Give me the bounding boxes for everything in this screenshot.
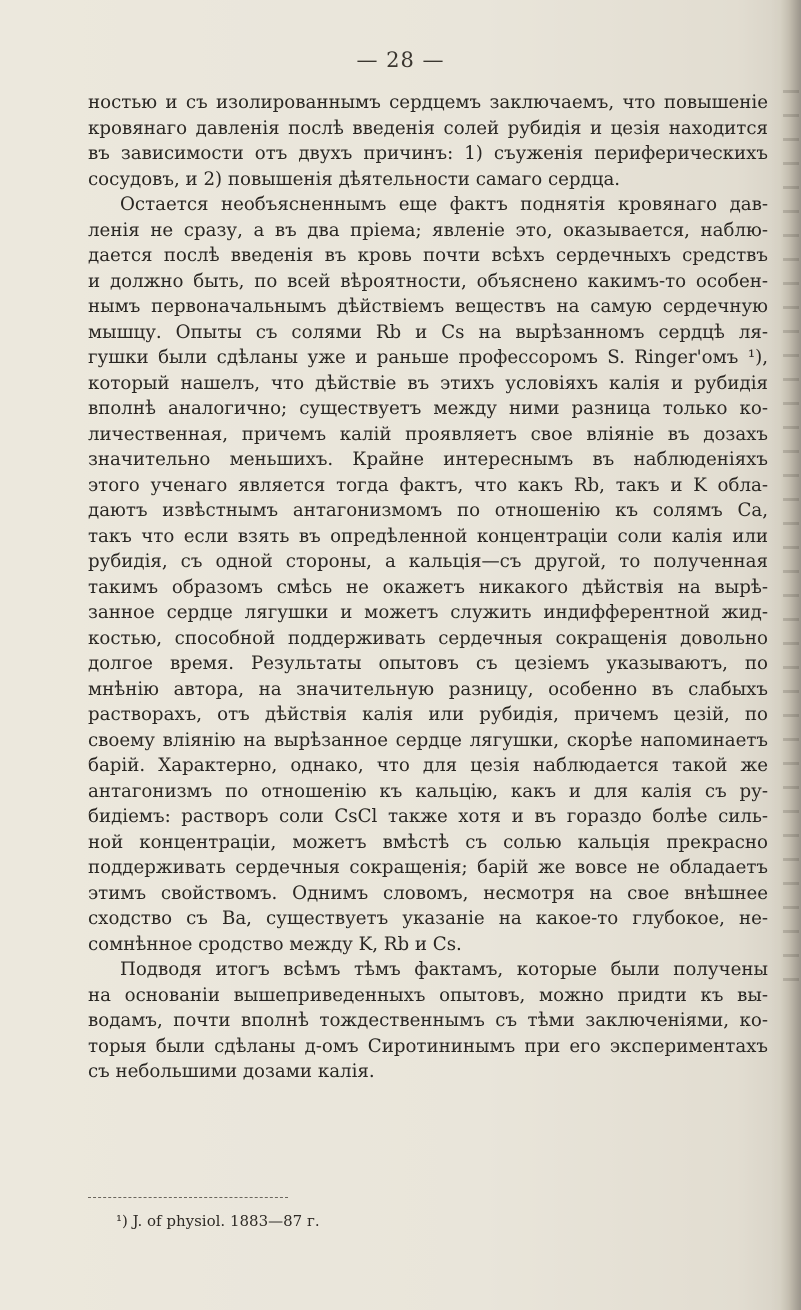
- text-line: растворахъ, отъ дѣйствія калія или рубидія, причемъ цезій, по: [88, 704, 768, 725]
- text-line: Подводя итогъ всѣмъ тѣмъ фактамъ, которые были получены: [120, 959, 768, 980]
- text-line: такимъ образомъ смѣсь не окажетъ никакого дѣйствія на вырѣ-: [88, 576, 768, 598]
- text-line: бидіемъ: растворъ соли CsCl также хотя и въ гораздо болѣе силь-: [88, 806, 768, 827]
- text-line: личественная, причемъ калій проявляетъ свое вліяніе въ дозахъ: [88, 423, 768, 445]
- text-line: сомнѣнное сродство между K, Rb и Cs.: [88, 933, 462, 955]
- text-line: ленія не сразу, а въ два пріема; явленіе это, оказывается, наблю-: [88, 219, 768, 241]
- text-line: этого ученаго является тогда фактъ, что какъ Rb, такъ и K обла-: [88, 474, 768, 496]
- footnote-divider: [88, 1197, 288, 1198]
- text-line: въ зависимости отъ двухъ причинъ: 1) съуженія периферическихъ: [88, 143, 768, 164]
- text-line: съ небольшими дозами калія.: [88, 1061, 375, 1082]
- text-line: костью, способной поддерживать сердечныя сокращенія довольно: [88, 627, 768, 649]
- body-text: [88, 90, 768, 1085]
- text-line: своему вліянію на вырѣзанное сердце лягушки, скорѣе напоминаетъ: [88, 729, 768, 751]
- text-line: вполнѣ аналогично; существуетъ между ними разница только ко-: [88, 398, 768, 419]
- text-line: мышцу. Опыты съ солями Rb и Cs на вырѣзанномъ сердцѣ ля-: [88, 321, 768, 343]
- text-line: ной концентраціи, можетъ вмѣстѣ съ солью кальція прекрасно: [88, 831, 768, 853]
- text-line: сходство съ Ba, существуетъ указаніе на какое-то глубокое, не-: [88, 908, 768, 929]
- text-line: кровянаго давленія послѣ введенія солей рубидія и цезія находится: [88, 117, 768, 139]
- text-line: и должно быть, по всей вѣроятности, объяснено какимъ-то особен-: [88, 270, 768, 292]
- text-line: который нашелъ, что дѣйствіе въ этихъ условіяхъ калія и рубидія: [88, 372, 768, 394]
- text-line: торыя были сдѣланы д-омъ Сиротининымъ при его экспериментахъ: [88, 1035, 768, 1057]
- page-number: — 28 —: [356, 48, 445, 72]
- text-line: Остается необъясненнымъ еще фактъ поднятія кровянаго дав-: [120, 194, 768, 215]
- text-line: даютъ извѣстнымъ антагонизмомъ по отношенію къ солямъ Са,: [88, 500, 768, 521]
- page-spine-shadow: [771, 0, 801, 1310]
- text-line: этимъ свойствомъ. Однимъ словомъ, несмотря на свое внѣшнее: [88, 882, 768, 904]
- text-line: дается послѣ введенія въ кровь почти всѣхъ сердечныхъ средствъ: [88, 245, 768, 266]
- text-line: барій. Характерно, однако, что для цезія наблюдается такой же: [88, 755, 768, 776]
- text-line: ностью и съ изолированнымъ сердцемъ заключаемъ, что повышеніе: [88, 92, 768, 113]
- text-line: нымъ первоначальнымъ дѣйствіемъ веществъ на самую сердечную: [88, 296, 768, 317]
- text-line: гушки были сдѣланы уже и раньше профессоромъ S. Ringer'омъ ¹),: [88, 347, 768, 368]
- text-line: долгое время. Результаты опытовъ съ цезіемъ указываютъ, по: [88, 653, 768, 674]
- text-line: поддерживать сердечныя сокращенія; барій же вовсе не обладаетъ: [88, 857, 768, 878]
- text-line: на основаніи вышеприведенныхъ опытовъ, можно придти къ вы-: [88, 984, 768, 1006]
- text-line: рубидія, съ одной стороны, а кальція—съ другой, то полученная: [88, 551, 768, 572]
- text-line: занное сердце лягушки и можетъ служить индифферентной жид-: [88, 602, 768, 623]
- footnote: ¹) J. of physiol. 1883—87 г.: [116, 1212, 320, 1230]
- spine-texture: [783, 90, 799, 990]
- text-line: антагонизмъ по отношенію къ кальцію, какъ и для калія съ ру-: [88, 780, 768, 802]
- text-line: водамъ, почти вполнѣ тождественнымъ съ тѣми заключеніями, ко-: [88, 1010, 768, 1031]
- text-line: мнѣнію автора, на значительную разницу, особенно въ слабыхъ: [88, 678, 768, 700]
- text-line: значительно меньшихъ. Крайне интереснымъ въ наблюденіяхъ: [88, 449, 768, 470]
- text-line: такъ что если взять въ опредѣленной концентраціи соли калія или: [88, 525, 768, 547]
- text-line: сосудовъ, и 2) повышенія дѣятельности самаго сердца.: [88, 168, 621, 190]
